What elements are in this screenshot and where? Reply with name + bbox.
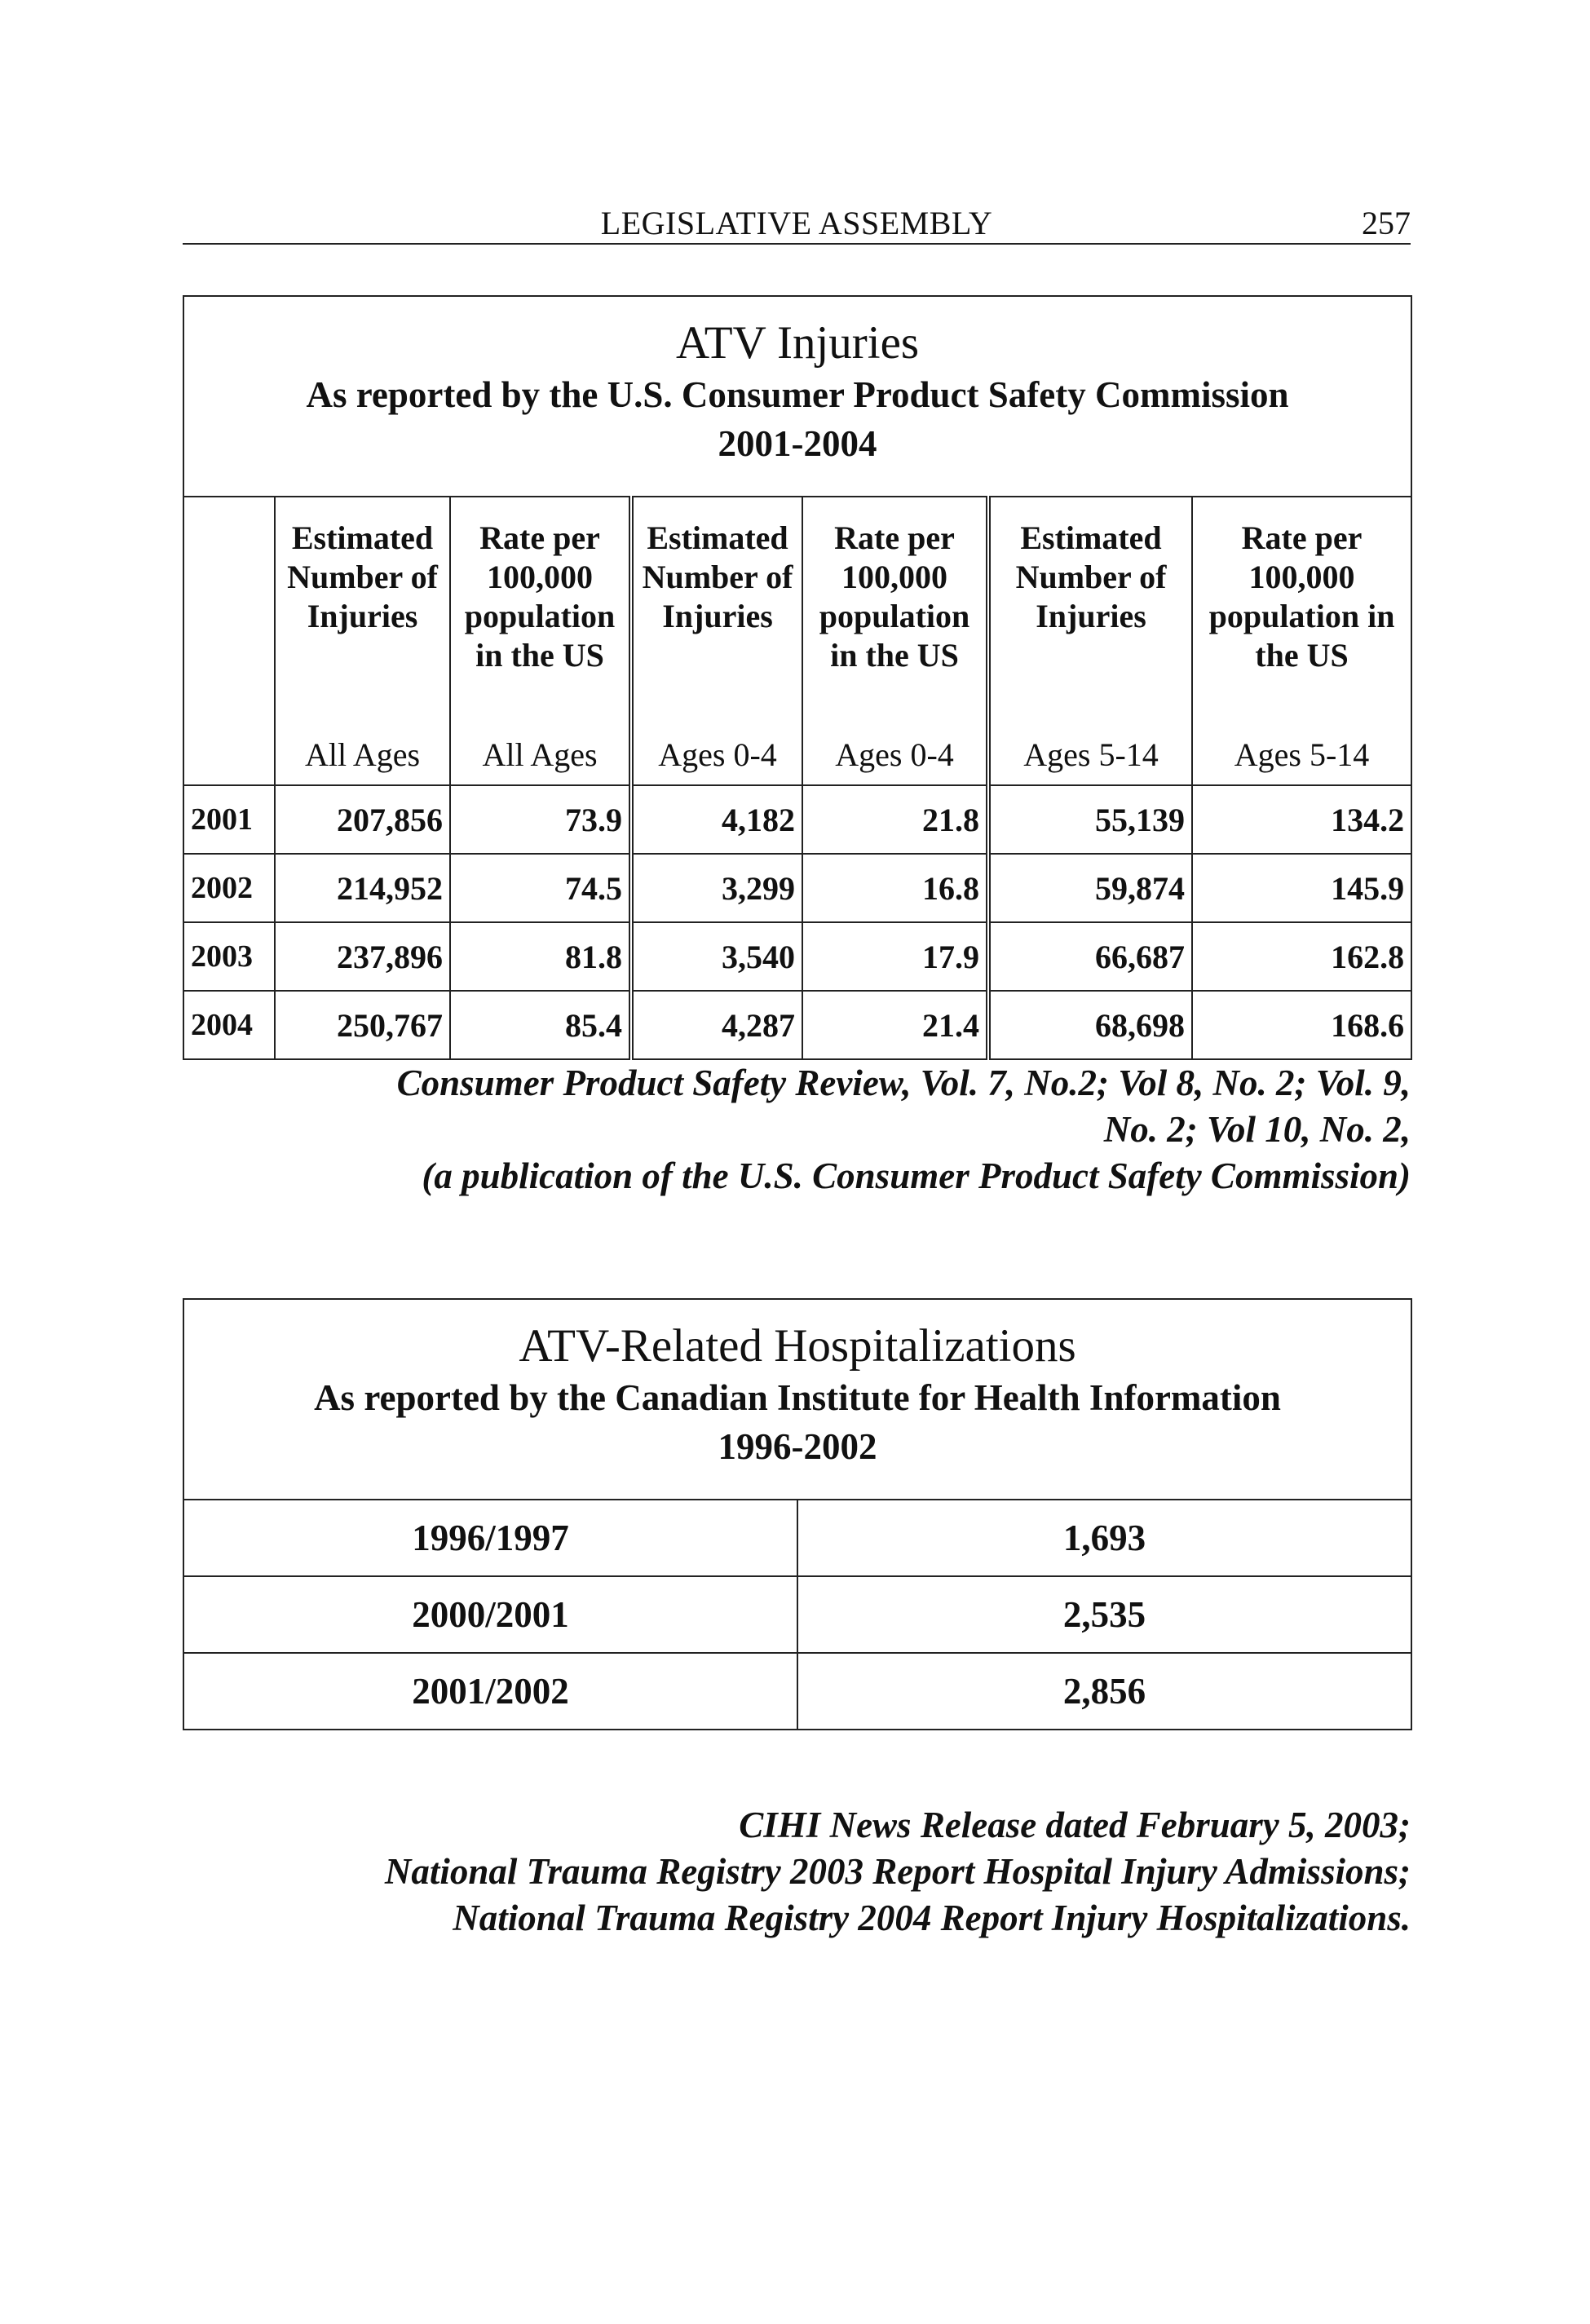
- table-row: [183, 1500, 1411, 1576]
- data-cell: 21.8: [802, 785, 988, 854]
- period-cell: 2000/2001: [183, 1576, 797, 1653]
- table-row: [183, 1576, 1411, 1653]
- column-header: Estimated Number of Injuries Ages 0-4: [631, 497, 802, 785]
- data-cell: 55,139: [988, 785, 1192, 854]
- table-title: ATV Injuries: [675, 317, 920, 369]
- citation-line: Consumer Product Safety Review, Vol. 7, No.2; Vol 8, No. 2; Vol. 9,: [396, 1063, 1411, 1103]
- table-years: 2001-2004: [718, 423, 877, 464]
- ages-label: Ages 5-14: [1023, 736, 1159, 773]
- citation-line: National Trauma Registry 2004 Report Injury Hospitalizations.: [453, 1898, 1411, 1938]
- ages-label: All Ages: [304, 736, 421, 773]
- year-cell: 2004: [183, 991, 275, 1059]
- column-header: Rate per 100,000 population in the US All Ages: [450, 497, 631, 785]
- atv-hospitalizations-table: [183, 1298, 1412, 1730]
- data-cell: 250,767: [275, 991, 450, 1059]
- data-cell: 73.9: [450, 785, 631, 854]
- ages-label: Ages 0-4: [835, 736, 954, 773]
- column-header: Rate per 100,000 population in the US Ages 5-14: [1192, 497, 1411, 785]
- citation-cpsc: [228, 1060, 1411, 1200]
- data-cell: 162.8: [1192, 922, 1411, 991]
- count-cell: 1,693: [797, 1500, 1411, 1576]
- page-number: 257: [1362, 205, 1411, 241]
- column-header: Rate per 100,000 population in the US Ages 0-4: [802, 497, 988, 785]
- data-cell: 17.9: [802, 922, 988, 991]
- data-cell: 3,299: [631, 854, 802, 922]
- data-cell: 21.4: [802, 991, 988, 1059]
- table-row: [183, 991, 1411, 1059]
- citation-line: (a publication of the U.S. Consumer Product Safety Commission): [422, 1155, 1411, 1196]
- page-header: [183, 201, 1411, 245]
- atv-injuries-table: [183, 295, 1412, 1060]
- data-cell: 4,287: [631, 991, 802, 1059]
- data-cell: 214,952: [275, 854, 450, 922]
- table-row: [183, 785, 1411, 854]
- table-row: [183, 854, 1411, 922]
- year-cell: 2002: [183, 854, 275, 922]
- table-title: ATV-Related Hospitalizations: [519, 1320, 1076, 1372]
- data-cell: 68,698: [988, 991, 1192, 1059]
- table-subtitle: As reported by the U.S. Consumer Product Safety Commission: [306, 374, 1289, 415]
- count-cell: 2,535: [797, 1576, 1411, 1653]
- table-caption: [183, 1299, 1411, 1500]
- data-cell: 81.8: [450, 922, 631, 991]
- table-row: [183, 922, 1411, 991]
- count-cell: 2,856: [797, 1653, 1411, 1730]
- table-years: 1996-2002: [718, 1426, 877, 1467]
- period-cell: 1996/1997: [183, 1500, 797, 1576]
- data-cell: 4,182: [631, 785, 802, 854]
- data-cell: 168.6: [1192, 991, 1411, 1059]
- data-cell: 3,540: [631, 922, 802, 991]
- column-header: Estimated Number of Injuries All Ages: [275, 497, 450, 785]
- column-header: Estimated Number of Injuries Ages 5-14: [988, 497, 1192, 785]
- header-cell-empty: [183, 497, 275, 785]
- table-row: [183, 1653, 1411, 1730]
- data-cell: 66,687: [988, 922, 1192, 991]
- table-caption: [183, 296, 1411, 497]
- citation-line: No. 2; Vol 10, No. 2,: [1103, 1109, 1411, 1150]
- data-cell: 145.9: [1192, 854, 1411, 922]
- data-cell: 74.5: [450, 854, 631, 922]
- data-cell: 16.8: [802, 854, 988, 922]
- ages-label: All Ages: [482, 736, 598, 773]
- year-cell: 2003: [183, 922, 275, 991]
- table-subtitle: As reported by the Canadian Institute for Health Information: [314, 1377, 1281, 1418]
- data-cell: 59,874: [988, 854, 1192, 922]
- citation-line: CIHI News Release dated February 5, 2003;: [739, 1805, 1411, 1845]
- year-cell: 2001: [183, 785, 275, 854]
- citation-cihi: [228, 1802, 1411, 1942]
- running-title: LEGISLATIVE ASSEMBLY: [600, 205, 993, 241]
- data-cell: 207,856: [275, 785, 450, 854]
- period-cell: 2001/2002: [183, 1653, 797, 1730]
- data-cell: 85.4: [450, 991, 631, 1059]
- citation-line: National Trauma Registry 2003 Report Hospital Injury Admissions;: [384, 1851, 1411, 1892]
- data-cell: 134.2: [1192, 785, 1411, 854]
- ages-label: Ages 5-14: [1234, 736, 1370, 773]
- ages-label: Ages 0-4: [658, 736, 777, 773]
- data-cell: 237,896: [275, 922, 450, 991]
